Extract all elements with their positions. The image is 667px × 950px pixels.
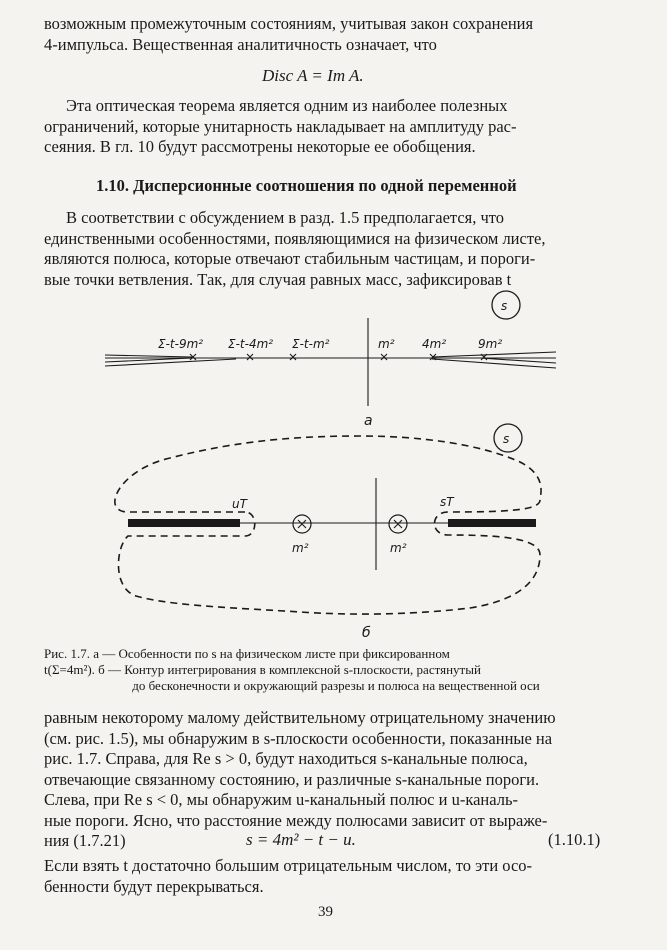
text-line: рис. 1.7. Справа, для Re s > 0, будут находиться s-канальные полюса, [44, 749, 528, 768]
label-pole-right: m² [390, 541, 407, 555]
page-number: 39 [318, 904, 333, 920]
label-sigma-4m2: Σ-t-4m² [228, 337, 274, 351]
s-plane-text: s [503, 432, 510, 446]
label-9m2: 9m² [478, 337, 503, 351]
text-line: 4-импульса. Вещественная аналитичность означает, что [44, 34, 437, 54]
caption-line: до бесконечности и окружающий разрезы и полюса на вещественной оси [132, 678, 540, 693]
text-line: равным некоторому малому действительному отрицательному значению [44, 708, 556, 727]
sublabel-b: б [362, 625, 371, 641]
sublabel-a: а [364, 413, 373, 429]
caption-line: Рис. 1.7. а — Особенности по s на физическом листе при фиксированном [44, 646, 450, 661]
label-u-threshold: uT [232, 497, 247, 511]
s-plane-label-bottom [494, 424, 522, 452]
equation-disc: Disc A = Im A. [262, 66, 364, 85]
pole-right [389, 515, 407, 533]
text-line: возможным промежуточным состояниям, учитывая закон сохранения [44, 14, 534, 33]
label-pole-left: m² [292, 541, 309, 555]
text-line: ния (1.7.21) [44, 831, 126, 850]
label-4m2: 4m² [422, 337, 447, 351]
figure-caption [44, 646, 628, 694]
text-line: ограничений, которые унитарность накладывает на амплитуду рас- [44, 116, 517, 136]
s-channel-cut [448, 519, 536, 527]
text-line: вые точки ветвления. Так, для случая равных масс, зафиксировав t [44, 269, 512, 289]
equation-main: s = 4m² − t − u. [246, 830, 356, 849]
text-line: Слева, при Re s < 0, мы обнаружим u-канальный полюс и u-каналь- [44, 790, 518, 809]
text-line: единственными особенностями, появляющимися на физическом листе, [44, 228, 546, 248]
text-line: сеяния. В гл. 10 будут рассмотрены некоторые ее обобщения. [44, 137, 476, 156]
text-line: отвечающие связанному состоянию, и различные s-канальные пороги. [44, 769, 540, 789]
text-line: Эта оптическая теорема является одним из наиболее полезных [66, 96, 508, 115]
text-line: В соответствии с обсуждением в разд. 1.5 предполагается, что [66, 208, 505, 227]
u-channel-cut [128, 519, 240, 527]
label-sigma-9m2: Σ-t-9m² [158, 337, 204, 351]
label-sigma-m2: Σ-t-m² [292, 337, 330, 351]
right-cut-lines [432, 352, 556, 368]
text-line: бенности будут перекрываться. [44, 876, 264, 896]
pole-left [293, 515, 311, 533]
label-m2: m² [378, 337, 395, 351]
label-s-threshold: sT [440, 495, 454, 509]
left-cut-lines [105, 355, 236, 366]
text-line: являются полюса, которые отвечают стабильным частицам, и пороги- [44, 249, 536, 268]
equation-number: (1.10.1) [548, 830, 601, 849]
text-line: (см. рис. 1.5), мы обнаружим в s-плоскости особенности, показанные на [44, 728, 553, 748]
s-plane-text: s [501, 299, 508, 313]
s-plane-label-top [492, 291, 520, 319]
text-line: ные пороги. Ясно, что расстояние между полюсами зависит от выраже- [44, 810, 548, 830]
final-paragraph [44, 856, 628, 897]
text-line: Если взять t достаточно большим отрицательным числом, то эти осо- [44, 856, 533, 875]
caption-line: t(Σ=4m²). б — Контур интегрирования в комплексной s-плоскости, растянутый [44, 662, 481, 677]
section-heading: 1.10. Дисперсионные соотношения по одной переменной [96, 176, 517, 195]
